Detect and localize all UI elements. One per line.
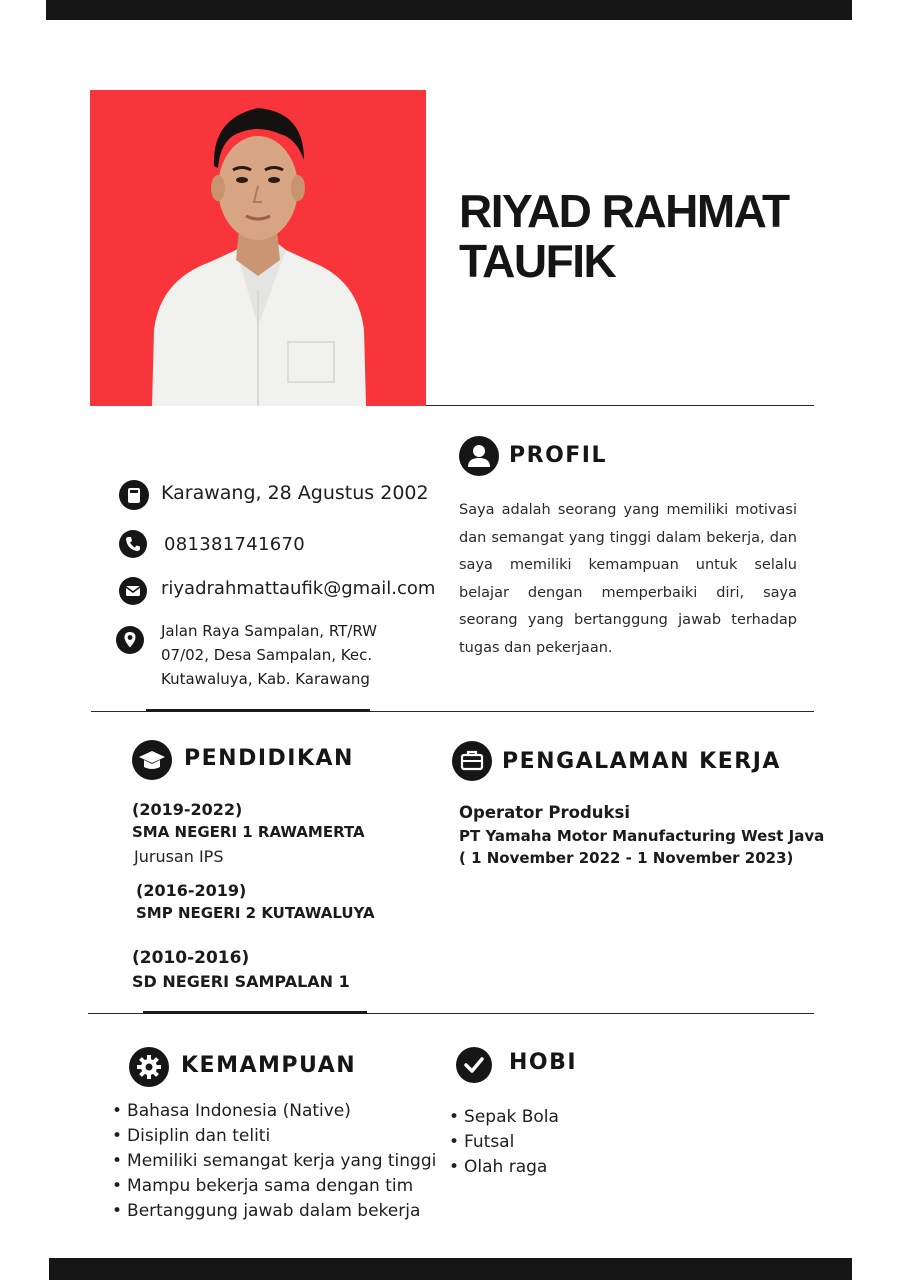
gear-icon [129, 1047, 169, 1087]
address-line: Kutawaluya, Kab. Karawang [161, 670, 370, 688]
education-major: Jurusan IPS [134, 847, 224, 866]
header-divider [426, 405, 814, 406]
birth-place-date: Karawang, 28 Agustus 2002 [161, 482, 429, 504]
phone-number[interactable]: 081381741670 [164, 534, 306, 555]
education-title: PENDIDIKAN [184, 746, 354, 771]
education-school: SMP NEGERI 2 KUTAWALUYA [136, 904, 375, 922]
profile-title: PROFIL [509, 443, 607, 468]
name-line-1: RIYAD RAHMAT [459, 185, 789, 237]
list-item: • Olah raga [449, 1155, 559, 1180]
section-divider-accent [146, 709, 370, 712]
list-item: • Disiplin dan teliti [112, 1124, 436, 1149]
phone-icon [119, 530, 147, 558]
graduation-cap-icon [132, 740, 172, 780]
education-years: (2019-2022) [132, 800, 243, 819]
calendar-icon [119, 480, 149, 510]
experience-period: ( 1 November 2022 - 1 November 2023) [459, 849, 794, 867]
email-icon [119, 577, 147, 605]
address-line: Jalan Raya Sampalan, RT/RW [161, 622, 378, 640]
list-item: • Memiliki semangat kerja yang tinggi [112, 1149, 436, 1174]
education-school: SD NEGERI SAMPALAN 1 [132, 972, 350, 991]
profile-photo [90, 90, 426, 406]
bottom-bar [49, 1258, 852, 1280]
skills-title: KEMAMPUAN [181, 1053, 357, 1078]
list-item: • Futsal [449, 1130, 559, 1155]
experience-company: PT Yamaha Motor Manufacturing West Java [459, 827, 825, 845]
name-line-2: TAUFIK [459, 235, 616, 287]
home-address [161, 619, 411, 691]
list-item: • Mampu bekerja sama dengan tim [112, 1174, 436, 1199]
section-divider-accent [143, 1011, 367, 1014]
user-icon [459, 436, 499, 476]
address-line: 07/02, Desa Sampalan, Kec. [161, 646, 373, 664]
education-school: SMA NEGERI 1 RAWAMERTA [132, 823, 365, 841]
location-pin-icon [116, 626, 144, 654]
list-item: • Sepak Bola [449, 1105, 559, 1130]
list-item: • Bahasa Indonesia (Native) [112, 1099, 436, 1124]
experience-title: PENGALAMAN KERJA [502, 749, 781, 774]
checkmark-icon [456, 1047, 492, 1083]
email-address[interactable]: riyadrahmattaufik@gmail.com [161, 578, 436, 599]
skills-list [112, 1099, 436, 1224]
briefcase-icon [452, 741, 492, 781]
education-years: (2010-2016) [132, 948, 250, 968]
hobbies-list [449, 1105, 559, 1180]
education-years: (2016-2019) [136, 881, 247, 900]
profile-text: Saya adalah seorang yang memiliki motivasi dan semangat yang tinggi dalam bekerja, dan saya memiliki kemampuan untuk selalu belajar dengan memperbaiki diri, saya seorang yang bertanggung jawab terhadap tugas dan pekerjaan. [459, 502, 797, 656]
experience-role: Operator Produksi [459, 803, 630, 822]
list-item: • Bertanggung jawab dalam bekerja [112, 1199, 436, 1224]
hobbies-title: HOBI [509, 1050, 578, 1075]
top-bar [46, 0, 852, 20]
full-name [459, 186, 839, 286]
